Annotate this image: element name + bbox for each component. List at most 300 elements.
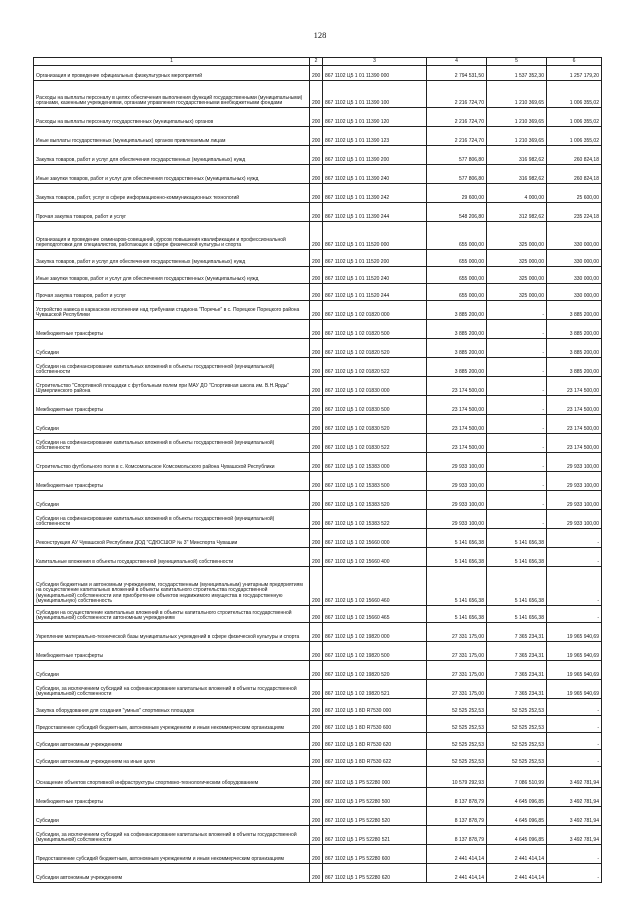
row-budget-code: 867 1102 Ц5 1 01 11390 120 (323, 108, 427, 127)
row-line-code: 200 (310, 529, 323, 548)
row-line-code: 200 (310, 165, 323, 184)
table-row (34, 788, 602, 807)
row-amount-executed: 7 365 234,31 (487, 623, 547, 642)
row-name: Организация и проведение официальных физкультурных мероприятий (34, 66, 310, 81)
row-amount-remaining: 3 885 200,00 (547, 358, 602, 377)
row-line-code: 200 (310, 661, 323, 680)
table-row (34, 716, 602, 733)
row-budget-code: 867 1102 Ц5 1 P5 52280 521 (323, 826, 427, 845)
row-amount-remaining: - (547, 750, 602, 767)
row-line-code: 200 (310, 788, 323, 807)
row-budget-code: 867 1102 Ц5 1 P5 52280 500 (323, 788, 427, 807)
row-amount-remaining: 23 174 500,00 (547, 434, 602, 453)
row-budget-code: 867 1102 Ц5 1 01 11520 000 (323, 222, 427, 250)
row-amount-total: 3 885 200,00 (427, 339, 487, 358)
row-budget-code: 867 1102 Ц5 1 01 11520 200 (323, 250, 427, 267)
row-amount-total: 29 933 100,00 (427, 472, 487, 491)
row-amount-executed: - (487, 415, 547, 434)
row-amount-executed: 52 525 252,53 (487, 699, 547, 716)
row-amount-executed: 1 210 369,65 (487, 127, 547, 146)
row-amount-total: 5 141 656,38 (427, 606, 487, 623)
row-name: Закупка оборудования для создания "умных" спортивных площадок (34, 699, 310, 716)
row-amount-remaining: 330 000,00 (547, 222, 602, 250)
row-name: Устройство навеса в каркасном исполнении над трибунами стадиона "Поречье" в с. Порецкое Порецкого района Чувашской Республики (34, 301, 310, 320)
row-amount-remaining: 260 824,18 (547, 165, 602, 184)
row-line-code: 200 (310, 184, 323, 203)
row-name: Иные закупки товаров, работ и услуг для обеспечения государственных (муниципальных) нужд (34, 165, 310, 184)
row-amount-total: 23 174 500,00 (427, 377, 487, 396)
row-amount-remaining: 330 000,00 (547, 284, 602, 301)
row-budget-code: 867 1102 Ц5 1 02 15383 000 (323, 453, 427, 472)
row-amount-remaining: 29 933 100,00 (547, 510, 602, 529)
row-line-code: 200 (310, 301, 323, 320)
row-amount-executed: 2 441 414,14 (487, 845, 547, 864)
table-row (34, 699, 602, 716)
table-row (34, 203, 602, 222)
row-line-code: 200 (310, 472, 323, 491)
row-name: Субсидии бюджетным и автономным учреждениям, государственным (муниципальным) унитарным предприятиям на осуществление капитальных вложений в объекты капитального строительства государственной (муниципальной) собственности или приобретение объектов недвижимого имущества в государственную (муниципальную) собственность (34, 567, 310, 606)
row-amount-executed: 325 000,00 (487, 267, 547, 284)
row-amount-total: 29 933 100,00 (427, 491, 487, 510)
table-row (34, 250, 602, 267)
row-budget-code: 867 1102 Ц5 1 01 11390 123 (323, 127, 427, 146)
row-amount-remaining: 3 885 200,00 (547, 339, 602, 358)
row-amount-executed: 5 141 656,38 (487, 529, 547, 548)
row-line-code: 200 (310, 377, 323, 396)
table-row (34, 845, 602, 864)
row-budget-code: 867 1102 Ц5 1 02 19820 520 (323, 661, 427, 680)
row-name: Укрепление материально-технической базы муниципальных учреждений в сфере физической культуры и спорта (34, 623, 310, 642)
row-line-code: 200 (310, 415, 323, 434)
row-amount-total: 27 331 175,00 (427, 623, 487, 642)
row-line-code: 200 (310, 146, 323, 165)
row-amount-executed: 7 086 510,99 (487, 767, 547, 788)
row-line-code: 200 (310, 222, 323, 250)
row-amount-remaining: - (547, 567, 602, 606)
row-amount-remaining: 1 257 179,20 (547, 66, 602, 81)
row-amount-executed: 52 525 252,53 (487, 750, 547, 767)
row-amount-executed: - (487, 396, 547, 415)
row-budget-code: 867 1102 Ц5 1 8D R7530 000 (323, 699, 427, 716)
row-amount-executed: 5 141 656,38 (487, 606, 547, 623)
row-line-code: 200 (310, 716, 323, 733)
row-amount-total: 3 885 200,00 (427, 358, 487, 377)
row-amount-total: 2 441 414,14 (427, 845, 487, 864)
row-budget-code: 867 1102 Ц5 1 02 01820 000 (323, 301, 427, 320)
row-amount-executed: 5 141 656,38 (487, 548, 547, 567)
row-name: Межбюджетные трансферты (34, 642, 310, 661)
row-amount-remaining: 23 174 500,00 (547, 415, 602, 434)
row-name: Субсидии (34, 807, 310, 826)
row-amount-remaining: - (547, 845, 602, 864)
row-name: Оснащение объектов спортивной инфраструктуры спортивно-технологическим оборудованием (34, 767, 310, 788)
row-amount-executed: 316 982,62 (487, 146, 547, 165)
table-row (34, 750, 602, 767)
row-amount-total: 23 174 500,00 (427, 415, 487, 434)
row-line-code: 200 (310, 750, 323, 767)
header-col-3: 3 (323, 58, 427, 66)
row-amount-total: 577 806,80 (427, 146, 487, 165)
row-name: Расходы на выплаты персоналу государственных (муниципальных) органов (34, 108, 310, 127)
row-budget-code: 867 1102 Ц5 1 01 11390 000 (323, 66, 427, 81)
table-row (34, 396, 602, 415)
row-line-code: 200 (310, 826, 323, 845)
table-row (34, 165, 602, 184)
row-amount-executed: - (487, 510, 547, 529)
row-name: Расходы на выплаты персоналу в целях обеспечения выполнения функций государственными (муниципальными) органами, казенными учреждениями, органами управления государственными внебюджетными фондами (34, 81, 310, 108)
row-amount-executed: - (487, 377, 547, 396)
row-name: Субсидии (34, 661, 310, 680)
row-line-code: 200 (310, 396, 323, 415)
row-line-code: 200 (310, 680, 323, 699)
row-amount-total: 3 885 200,00 (427, 301, 487, 320)
row-name: Предоставление субсидий бюджетным, автономным учреждениям и иным некоммерческим организациям (34, 716, 310, 733)
header-col-5: 5 (487, 58, 547, 66)
row-budget-code: 867 1102 Ц5 1 02 15660 000 (323, 529, 427, 548)
row-name: Иные закупки товаров, работ и услуг для обеспечения государственных (муниципальных) нужд (34, 267, 310, 284)
row-name: Субсидии (34, 491, 310, 510)
table-row (34, 320, 602, 339)
table-row (34, 807, 602, 826)
row-name: Субсидии, за исключением субсидий на софинансирование капитальных вложений в объекты государственной (муниципальной) собственности (34, 680, 310, 699)
row-amount-remaining: 19 965 940,69 (547, 661, 602, 680)
table-row (34, 767, 602, 788)
table-row (34, 529, 602, 548)
row-budget-code: 867 1102 Ц5 1 P5 52280 600 (323, 845, 427, 864)
row-amount-executed: 2 441 414,14 (487, 864, 547, 883)
row-budget-code: 867 1102 Ц5 1 02 01820 500 (323, 320, 427, 339)
row-line-code: 200 (310, 127, 323, 146)
row-amount-remaining: 23 174 500,00 (547, 396, 602, 415)
row-budget-code: 867 1102 Ц5 1 P5 52280 620 (323, 864, 427, 883)
row-name: Организация и проведение семинаров-совещаний, курсов повышения квалификации и профессиональной переподготовки для специалистов, работающих в сфере физической культуры и спорта (34, 222, 310, 250)
row-name: Межбюджетные трансферты (34, 788, 310, 807)
row-amount-remaining: - (547, 529, 602, 548)
row-amount-total: 577 806,80 (427, 165, 487, 184)
row-budget-code: 867 1102 Ц5 1 02 01830 000 (323, 377, 427, 396)
row-line-code: 200 (310, 807, 323, 826)
row-name: Субсидии на софинансирование капитальных вложений в объекты государственной (муниципальной) собственности (34, 358, 310, 377)
table-row (34, 434, 602, 453)
row-name: Прочая закупка товаров, работ и услуг (34, 284, 310, 301)
header-col-4: 4 (427, 58, 487, 66)
row-amount-total: 3 885 200,00 (427, 320, 487, 339)
row-amount-remaining: 29 933 100,00 (547, 491, 602, 510)
row-budget-code: 867 1102 Ц5 1 01 11520 240 (323, 267, 427, 284)
row-amount-executed: 7 365 234,31 (487, 661, 547, 680)
row-amount-executed: 4 645 096,85 (487, 788, 547, 807)
row-name: Закупка товаров, работ и услуг для обеспечения государственных (муниципальных) нужд (34, 250, 310, 267)
table-row (34, 108, 602, 127)
row-amount-executed: 7 365 234,31 (487, 642, 547, 661)
table-row (34, 267, 602, 284)
row-amount-executed: - (487, 339, 547, 358)
row-amount-remaining: 330 000,00 (547, 250, 602, 267)
row-name: Капитальные вложения в объекты государственной (муниципальной) собственности (34, 548, 310, 567)
table-row (34, 510, 602, 529)
row-line-code: 200 (310, 567, 323, 606)
row-budget-code: 867 1102 Ц5 1 02 15383 522 (323, 510, 427, 529)
row-amount-remaining: 3 885 200,00 (547, 301, 602, 320)
table-row (34, 339, 602, 358)
row-name: Строительство футбольного поля в с. Комсомольское Комсомольского района Чувашской Республики (34, 453, 310, 472)
row-name: Строительство "Спортивной площадки с футбольным полем при МАУ ДО "Спортивная школа им. В.Н.Ярды" Шумерлинского района (34, 377, 310, 396)
row-amount-total: 27 331 175,00 (427, 680, 487, 699)
row-budget-code: 867 1102 Ц5 1 P5 52280 520 (323, 807, 427, 826)
row-budget-code: 867 1102 Ц5 1 01 11390 100 (323, 81, 427, 108)
row-line-code: 200 (310, 606, 323, 623)
row-amount-total: 52 525 252,53 (427, 716, 487, 733)
row-budget-code: 867 1102 Ц5 1 01 11390 200 (323, 146, 427, 165)
table-row (34, 127, 602, 146)
row-amount-total: 29 933 100,00 (427, 453, 487, 472)
row-amount-total: 5 141 656,38 (427, 548, 487, 567)
budget-table (33, 57, 602, 883)
table-row (34, 826, 602, 845)
row-line-code: 200 (310, 864, 323, 883)
row-name: Реконструкция АУ Чувашской Республики ДОД "СДЮСШОР № 3" Минспорта Чувашии (34, 529, 310, 548)
row-amount-executed: 316 982,62 (487, 165, 547, 184)
row-name: Субсидии автономным учреждениям (34, 864, 310, 883)
table-row (34, 606, 602, 623)
row-amount-total: 23 174 500,00 (427, 396, 487, 415)
row-amount-remaining: 330 000,00 (547, 267, 602, 284)
row-amount-remaining: 1 006 355,02 (547, 127, 602, 146)
header-col-1: 1 (34, 58, 310, 66)
row-line-code: 200 (310, 66, 323, 81)
row-budget-code: 867 1102 Ц5 1 8D R7530 620 (323, 733, 427, 750)
row-amount-remaining: 3 885 200,00 (547, 320, 602, 339)
row-name: Субсидии на софинансирование капитальных вложений в объекты государственной (муниципальной) собственности (34, 434, 310, 453)
row-amount-total: 2 441 414,14 (427, 864, 487, 883)
row-amount-remaining: 23 174 500,00 (547, 377, 602, 396)
row-line-code: 200 (310, 250, 323, 267)
row-line-code: 200 (310, 767, 323, 788)
row-line-code: 200 (310, 81, 323, 108)
row-line-code: 200 (310, 203, 323, 222)
row-amount-executed: 325 000,00 (487, 284, 547, 301)
row-name: Субсидии автономным учреждениям на иные цели (34, 750, 310, 767)
row-budget-code: 867 1102 Ц5 1 02 01820 522 (323, 358, 427, 377)
row-amount-executed: 4 645 096,85 (487, 807, 547, 826)
row-amount-total: 27 331 175,00 (427, 642, 487, 661)
row-amount-total: 655 000,00 (427, 267, 487, 284)
table-row (34, 472, 602, 491)
row-amount-executed: 1 537 352,30 (487, 66, 547, 81)
table-row (34, 661, 602, 680)
table-row (34, 184, 602, 203)
row-amount-remaining: - (547, 864, 602, 883)
row-amount-executed: 5 141 656,38 (487, 567, 547, 606)
row-name: Субсидии автономным учреждениям (34, 733, 310, 750)
row-amount-total: 52 525 252,53 (427, 750, 487, 767)
table-row (34, 453, 602, 472)
row-line-code: 200 (310, 358, 323, 377)
row-amount-total: 8 137 878,79 (427, 788, 487, 807)
row-amount-remaining: 29 933 100,00 (547, 472, 602, 491)
row-amount-remaining: 3 492 781,94 (547, 788, 602, 807)
row-budget-code: 867 1102 Ц5 1 02 01830 522 (323, 434, 427, 453)
row-name: Субсидии (34, 415, 310, 434)
row-name: Закупка товаров, работ, услуг в сфере информационно-коммуникационных технологий (34, 184, 310, 203)
row-amount-remaining: 235 224,18 (547, 203, 602, 222)
row-name: Межбюджетные трансферты (34, 472, 310, 491)
row-amount-total: 655 000,00 (427, 222, 487, 250)
row-amount-executed: 312 982,62 (487, 203, 547, 222)
row-amount-executed: - (487, 453, 547, 472)
row-budget-code: 867 1102 Ц5 1 01 11390 240 (323, 165, 427, 184)
row-budget-code: 867 1102 Ц5 1 02 15383 520 (323, 491, 427, 510)
table-row (34, 733, 602, 750)
table-row (34, 415, 602, 434)
row-budget-code: 867 1102 Ц5 1 02 15660 400 (323, 548, 427, 567)
row-amount-total: 2 216 724,70 (427, 81, 487, 108)
row-budget-code: 867 1102 Ц5 1 8D R7530 622 (323, 750, 427, 767)
table-row (34, 491, 602, 510)
row-name: Субсидии (34, 339, 310, 358)
table-row (34, 66, 602, 81)
row-budget-code: 867 1102 Ц5 1 02 19820 521 (323, 680, 427, 699)
row-name: Закупка товаров, работ и услуг для обеспечения государственных (муниципальных) нужд (34, 146, 310, 165)
page-number: 128 (313, 30, 327, 40)
row-line-code: 200 (310, 845, 323, 864)
row-budget-code: 867 1102 Ц5 1 01 11390 242 (323, 184, 427, 203)
row-amount-executed: - (487, 320, 547, 339)
row-amount-remaining: - (547, 548, 602, 567)
row-amount-total: 10 579 292,93 (427, 767, 487, 788)
row-line-code: 200 (310, 339, 323, 358)
row-name: Межбюджетные трансферты (34, 320, 310, 339)
table-row (34, 548, 602, 567)
table-row (34, 623, 602, 642)
row-amount-total: 8 137 878,79 (427, 826, 487, 845)
table-row (34, 146, 602, 165)
row-amount-total: 23 174 500,00 (427, 434, 487, 453)
row-name: Субсидии, за исключением субсидий на софинансирование капитальных вложений в объекты государственной (муниципальной) собственности (34, 826, 310, 845)
row-budget-code: 867 1102 Ц5 1 02 01820 520 (323, 339, 427, 358)
row-amount-remaining: - (547, 733, 602, 750)
row-amount-remaining: 3 492 781,94 (547, 826, 602, 845)
row-amount-remaining: - (547, 716, 602, 733)
row-amount-remaining: 29 933 100,00 (547, 453, 602, 472)
row-amount-remaining: 3 492 781,94 (547, 807, 602, 826)
table-row (34, 301, 602, 320)
row-line-code: 200 (310, 699, 323, 716)
row-budget-code: 867 1102 Ц5 1 02 19820 000 (323, 623, 427, 642)
row-budget-code: 867 1102 Ц5 1 02 01830 500 (323, 396, 427, 415)
row-budget-code: 867 1102 Ц5 1 02 15660 460 (323, 567, 427, 606)
row-amount-total: 2 216 724,70 (427, 108, 487, 127)
row-line-code: 200 (310, 491, 323, 510)
table-row (34, 864, 602, 883)
row-budget-code: 867 1102 Ц5 1 02 15383 500 (323, 472, 427, 491)
row-name: Прочая закупка товаров, работ и услуг (34, 203, 310, 222)
row-amount-total: 5 141 656,38 (427, 529, 487, 548)
row-amount-total: 29 600,00 (427, 184, 487, 203)
row-line-code: 200 (310, 320, 323, 339)
row-amount-remaining: 1 006 355,02 (547, 81, 602, 108)
row-amount-executed: 325 000,00 (487, 250, 547, 267)
row-amount-total: 655 000,00 (427, 250, 487, 267)
row-budget-code: 867 1102 Ц5 1 02 19820 500 (323, 642, 427, 661)
row-name: Субсидии на осуществление капитальных вложений в объекты капитального строительства государственной (муниципальной) собственности автономным учреждениям (34, 606, 310, 623)
row-amount-remaining: - (547, 606, 602, 623)
row-amount-total: 29 933 100,00 (427, 510, 487, 529)
row-amount-total: 655 000,00 (427, 284, 487, 301)
row-amount-total: 52 525 252,53 (427, 733, 487, 750)
header-col-6: 6 (547, 58, 602, 66)
row-amount-executed: 4 000,00 (487, 184, 547, 203)
row-budget-code: 867 1102 Ц5 1 02 15660 465 (323, 606, 427, 623)
row-name: Предоставление субсидий бюджетным, автономным учреждениям и иным некоммерческим организациям (34, 845, 310, 864)
table-row (34, 222, 602, 250)
table-row (34, 680, 602, 699)
row-budget-code: 867 1102 Ц5 1 01 11390 244 (323, 203, 427, 222)
row-amount-executed: 52 525 252,53 (487, 733, 547, 750)
table-row (34, 567, 602, 606)
row-amount-remaining: 1 006 355,02 (547, 108, 602, 127)
row-amount-total: 5 141 656,38 (427, 567, 487, 606)
row-line-code: 200 (310, 733, 323, 750)
row-line-code: 200 (310, 453, 323, 472)
row-amount-total: 52 525 252,53 (427, 699, 487, 716)
row-line-code: 200 (310, 623, 323, 642)
row-amount-executed: 325 000,00 (487, 222, 547, 250)
row-budget-code: 867 1102 Ц5 1 02 01830 520 (323, 415, 427, 434)
row-amount-total: 548 206,80 (427, 203, 487, 222)
table-header-row (34, 58, 602, 66)
header-col-2: 2 (310, 58, 323, 66)
row-amount-remaining: 25 600,00 (547, 184, 602, 203)
row-name: Иные выплаты государственных (муниципальных) органов привлекаемым лицам (34, 127, 310, 146)
row-amount-remaining: 19 965 940,69 (547, 642, 602, 661)
row-amount-executed: 1 210 369,65 (487, 108, 547, 127)
row-line-code: 200 (310, 510, 323, 529)
row-amount-remaining: 3 492 781,94 (547, 767, 602, 788)
row-amount-executed: 1 210 369,65 (487, 81, 547, 108)
row-name: Субсидии на софинансирование капитальных вложений в объекты государственной (муниципальной) собственности (34, 510, 310, 529)
row-budget-code: 867 1102 Ц5 1 P5 52280 000 (323, 767, 427, 788)
row-amount-executed: 7 365 234,31 (487, 680, 547, 699)
row-amount-total: 27 331 175,00 (427, 661, 487, 680)
row-line-code: 200 (310, 267, 323, 284)
row-amount-executed: - (487, 358, 547, 377)
row-amount-executed: - (487, 472, 547, 491)
row-amount-total: 2 794 531,50 (427, 66, 487, 81)
row-amount-executed: 52 525 252,53 (487, 716, 547, 733)
table-row (34, 284, 602, 301)
row-amount-remaining: - (547, 699, 602, 716)
row-amount-executed: - (487, 434, 547, 453)
row-line-code: 200 (310, 642, 323, 661)
row-line-code: 200 (310, 108, 323, 127)
row-amount-executed: - (487, 301, 547, 320)
row-amount-remaining: 260 824,18 (547, 146, 602, 165)
row-amount-total: 2 216 724,70 (427, 127, 487, 146)
row-amount-executed: - (487, 491, 547, 510)
table-row (34, 81, 602, 108)
row-budget-code: 867 1102 Ц5 1 8D R7530 600 (323, 716, 427, 733)
table-row (34, 377, 602, 396)
row-name: Межбюджетные трансферты (34, 396, 310, 415)
table-row (34, 358, 602, 377)
row-amount-remaining: 19 965 940,69 (547, 623, 602, 642)
row-line-code: 200 (310, 434, 323, 453)
table-row (34, 642, 602, 661)
row-line-code: 200 (310, 284, 323, 301)
row-amount-total: 8 137 878,79 (427, 807, 487, 826)
row-line-code: 200 (310, 548, 323, 567)
